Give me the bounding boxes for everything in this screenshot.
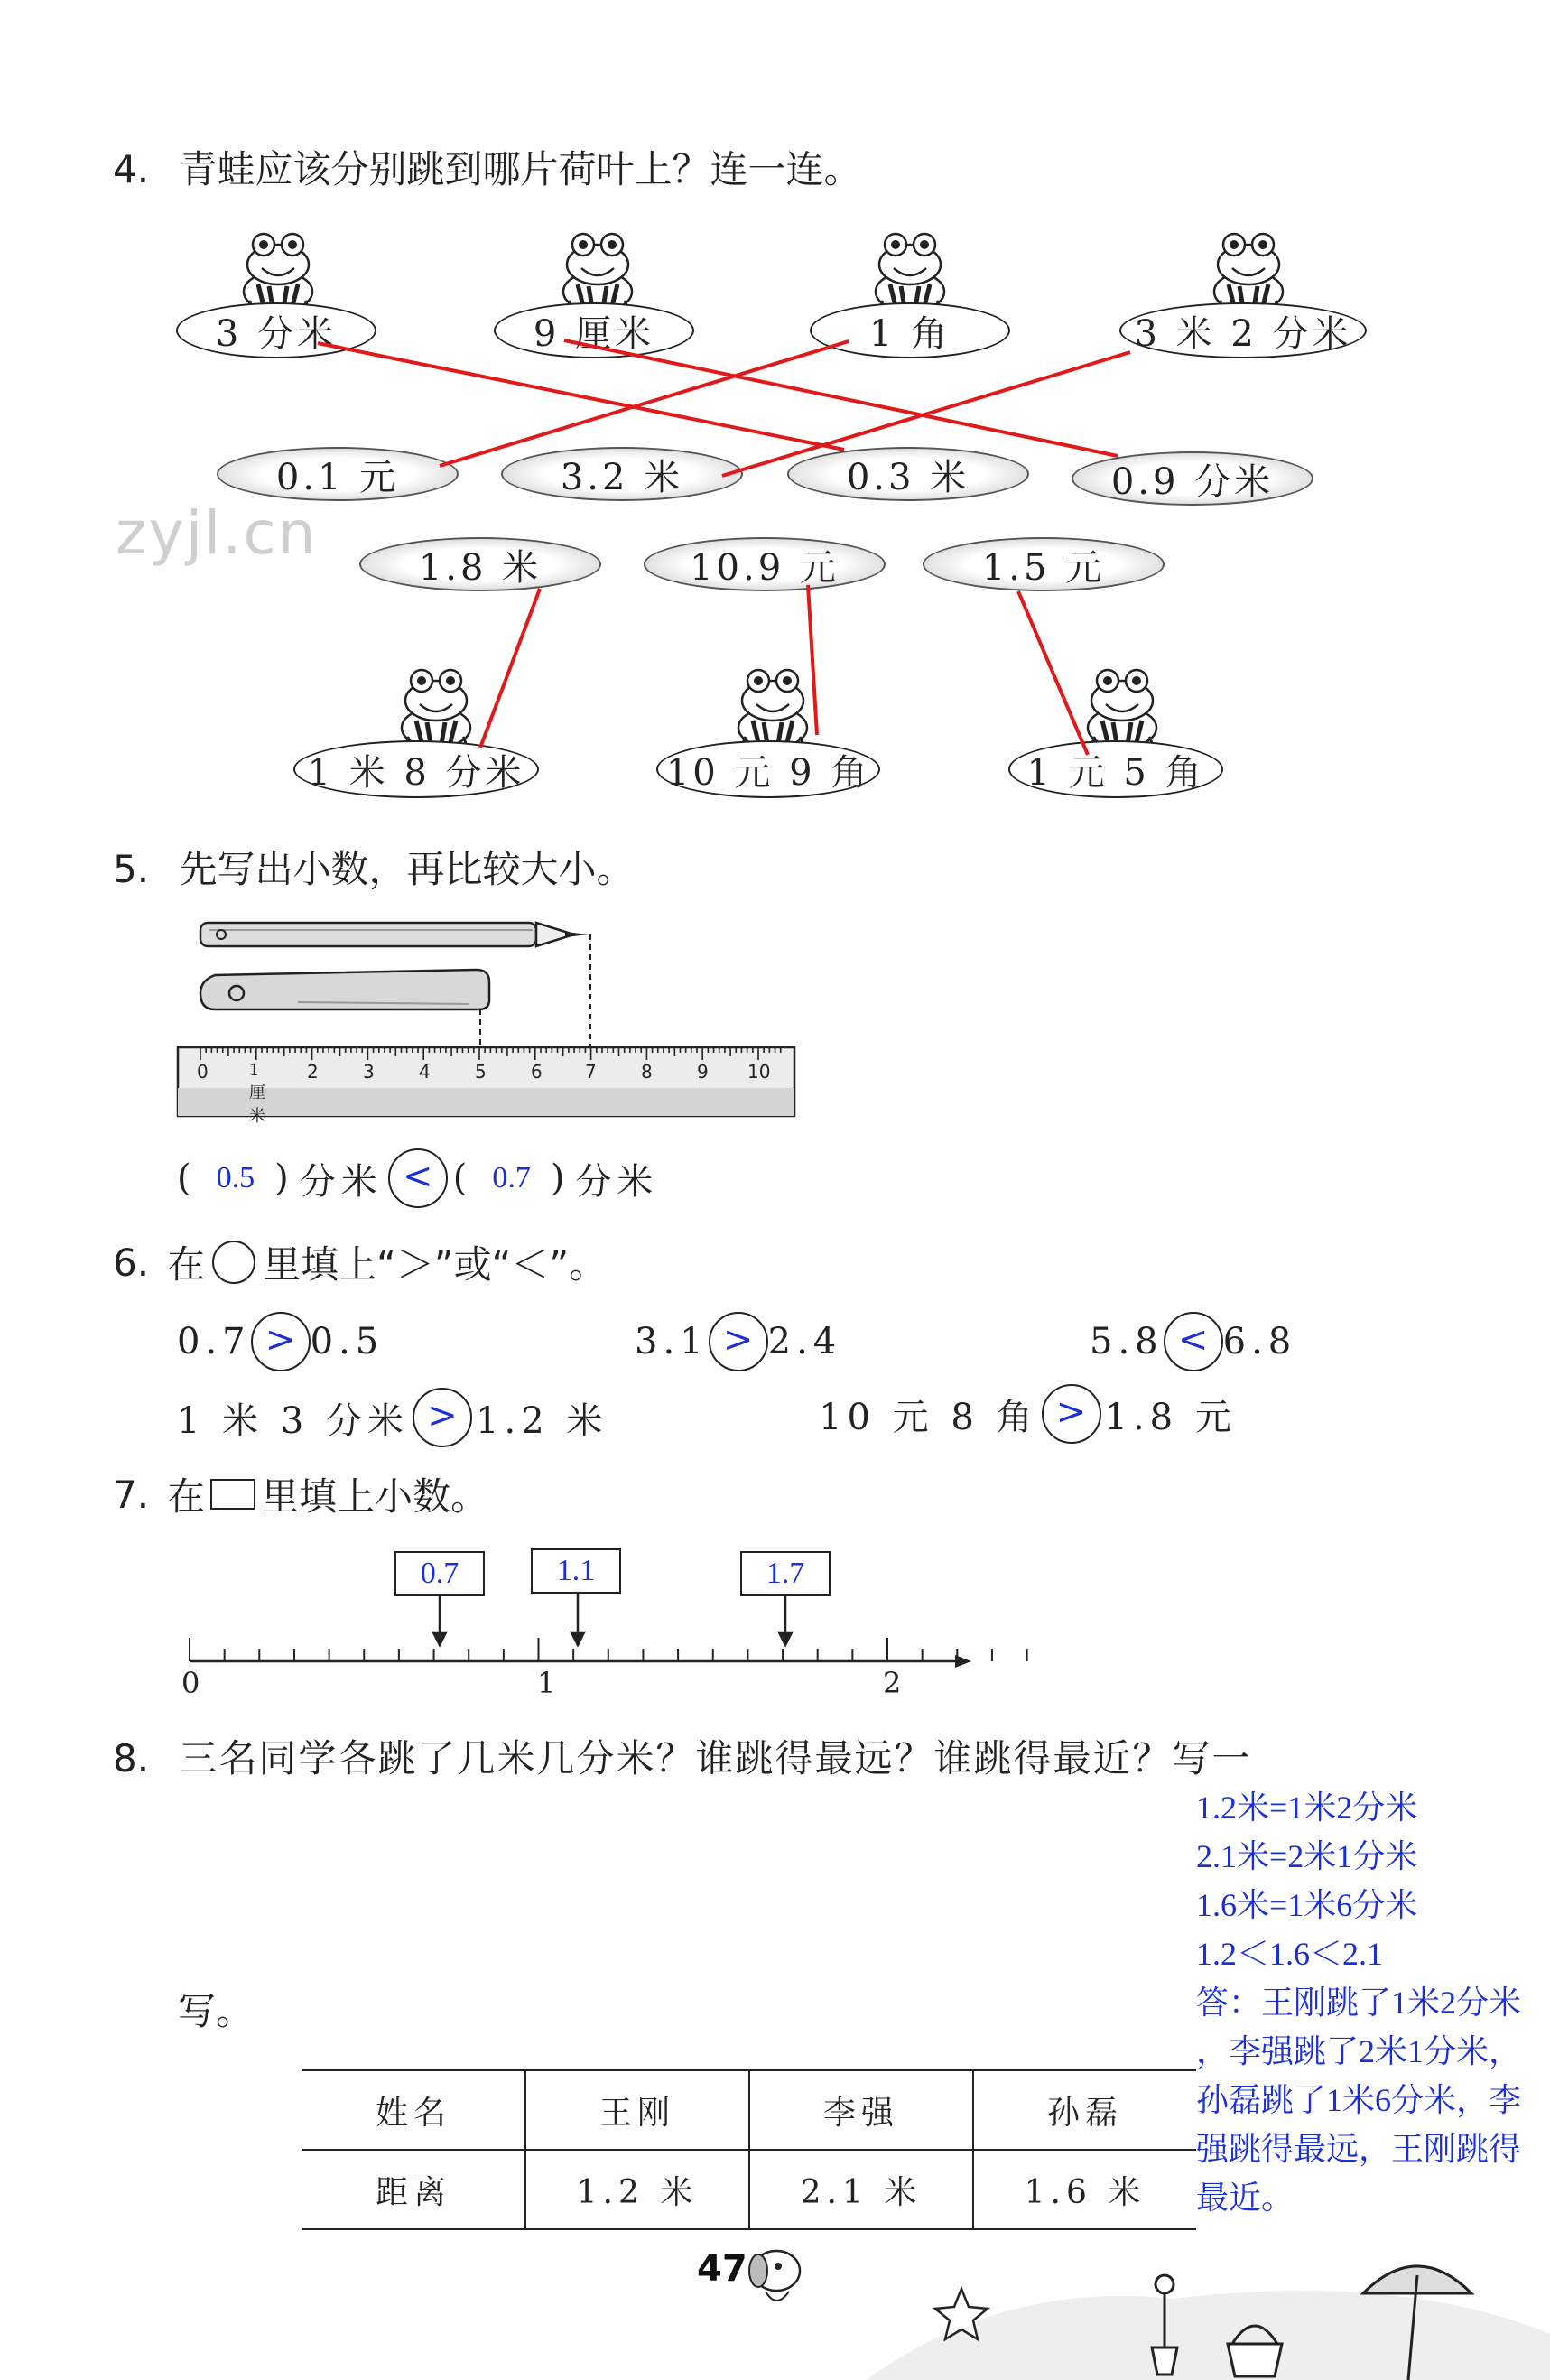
q6-text-b: 里填上“＞”或“＜”。 — [263, 1242, 608, 1287]
q4-number: 4. — [113, 147, 150, 191]
frog-label-0: 3 分米 — [176, 302, 376, 358]
q7-number: 7. — [113, 1472, 150, 1517]
leaf-1: 3.2 米 — [501, 447, 743, 501]
q5-answer-left: 0.5 — [216, 1161, 255, 1195]
ruler-tick-label: 8 — [641, 1061, 653, 1083]
q6-right: 1.8 元 — [1104, 1396, 1237, 1438]
q6-circle: < — [1164, 1312, 1223, 1371]
leaf-2: 0.3 米 — [787, 447, 1029, 501]
ruler-tick-label: 0 — [197, 1061, 209, 1083]
ruler-tick-label: 5 — [475, 1061, 487, 1083]
q6-right: 2.4 — [767, 1321, 842, 1362]
q6-number: 6. — [113, 1240, 150, 1285]
answer-line: 最近。 — [1196, 2180, 1295, 2216]
q5-text: 先写出小数，再比较大小。 — [179, 847, 635, 891]
q6-right: 0.5 — [310, 1321, 385, 1362]
answer-line: 1.2米=1米2分米 — [1196, 1790, 1418, 1826]
ruler-tick-label: 7 — [585, 1061, 597, 1083]
table-cell: 1.6 米 — [973, 2150, 1196, 2229]
ruler-tick-label: 9 — [697, 1061, 709, 1083]
q4-text: 青蛙应该分别跳到哪片荷叶上？连一连。 — [179, 147, 862, 191]
q6-circle: > — [1042, 1384, 1101, 1444]
page-number: 47 — [697, 2248, 747, 2290]
answer-line: ，李强跳了2米1分米， — [1196, 2033, 1522, 2069]
q7-text-a: 在 — [167, 1474, 206, 1519]
unit-label: 分米 — [299, 1160, 383, 1203]
q6-left: 1 米 3 分米 — [177, 1399, 410, 1442]
q6-left: 3.1 — [635, 1321, 709, 1362]
q6-circle: > — [413, 1388, 472, 1447]
paren-close: ) — [274, 1157, 294, 1199]
paren-open: ( — [177, 1157, 197, 1199]
table-cell: 孙磊 — [973, 2070, 1196, 2150]
q5-answer-right: 0.7 — [492, 1161, 531, 1195]
axis-label-2: 2 — [883, 1666, 902, 1700]
unit-label: 分米 — [575, 1160, 659, 1203]
answer-line: 孙磊跳了1米6分米，李 — [1196, 2082, 1522, 2118]
ruler-tick-label: 10 — [747, 1061, 771, 1083]
q7-answer-box-2: 1.7 — [740, 1551, 831, 1596]
table-cell: 2.1 米 — [749, 2150, 973, 2229]
q6-right: 1.2 米 — [476, 1399, 608, 1442]
frog-label-1: 9 厘米 — [494, 302, 694, 358]
q6-circle: > — [251, 1312, 311, 1371]
answer-line: 1.6米=1米6分米 — [1196, 1887, 1418, 1923]
q5-compare-circle: < — [388, 1148, 448, 1208]
paren-open: ( — [452, 1157, 473, 1199]
table-cell: 距离 — [302, 2150, 525, 2229]
answer-line: 1.2＜1.6＜2.1 — [1196, 1936, 1384, 1972]
leaf-0: 0.1 元 — [217, 447, 459, 501]
table-cell: 姓名 — [302, 2070, 525, 2150]
leaf-5: 10.9 元 — [644, 537, 886, 591]
q6-left: 0.7 — [177, 1321, 251, 1362]
leaf-6: 1.5 元 — [923, 537, 1165, 591]
watermark: zyjl.cn — [116, 498, 318, 568]
q6-left: 5.8 — [1090, 1321, 1164, 1362]
puppy-icon — [749, 2251, 800, 2301]
q7-text-b: 里填上小数。 — [261, 1474, 489, 1519]
q6-left: 10 元 8 角 — [819, 1396, 1038, 1438]
frog-label-6: 1 元 5 角 — [1008, 740, 1223, 798]
q6-circle: > — [709, 1312, 768, 1371]
axis-label-0: 0 — [181, 1666, 200, 1700]
leaf-3: 0.9 分米 — [1072, 451, 1313, 506]
frog-label-2: 1 角 — [810, 302, 1010, 358]
frog-label-4: 1 米 8 分米 — [293, 740, 539, 798]
leaf-4: 1.8 米 — [359, 537, 601, 591]
ruler-tick-label: 2 — [307, 1061, 319, 1083]
q7-answer-box-1: 1.1 — [531, 1548, 621, 1594]
answer-line: 答：王刚跳了1米2分米 — [1196, 1985, 1522, 2021]
answer-line: 2.1米=2米1分米 — [1196, 1838, 1418, 1874]
table-cell: 1.2 米 — [525, 2150, 749, 2229]
table-cell: 王刚 — [525, 2070, 749, 2150]
q6-right: 6.8 — [1222, 1321, 1297, 1362]
table-cell: 李强 — [749, 2070, 973, 2150]
q5-number: 5. — [113, 847, 150, 891]
ruler-unit-label: 1厘米 — [249, 1061, 265, 1126]
q8-title-cont: 写。 — [178, 1989, 255, 2033]
axis-label-1: 1 — [537, 1666, 556, 1700]
ruler-tick-label: 4 — [419, 1061, 431, 1083]
q8-text: 三名同学各跳了几米几分米？谁跳得最远？谁跳得最近？写一 — [179, 1736, 1252, 1780]
answer-line: 强跳得最远，王刚跳得 — [1196, 2131, 1522, 2167]
paren-close: ) — [550, 1157, 571, 1199]
q7-answer-box-0: 0.7 — [394, 1551, 485, 1596]
ruler-tick-label: 3 — [363, 1061, 375, 1083]
frog-label-3: 3 米 2 分米 — [1119, 302, 1367, 358]
q6-text-a: 在 — [167, 1242, 206, 1287]
frog-label-5: 10 元 9 角 — [656, 740, 880, 798]
q8-number: 8. — [113, 1736, 150, 1780]
ruler-tick-label: 6 — [531, 1061, 543, 1083]
